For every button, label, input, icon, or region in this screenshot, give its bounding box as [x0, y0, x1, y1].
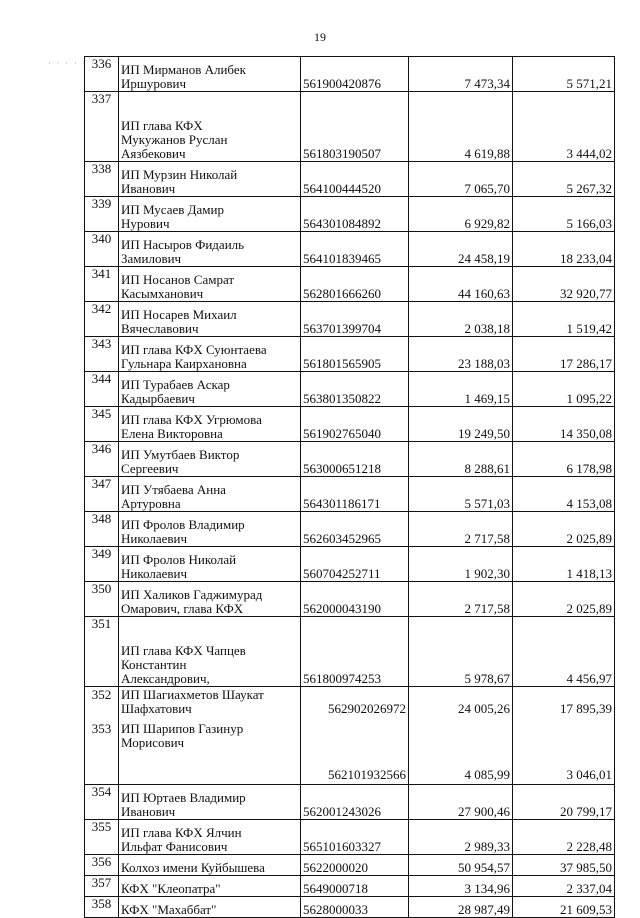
table-row	[85, 162, 615, 197]
inn-cell: 561900420876	[301, 57, 409, 92]
amount-cell: 6 929,82	[409, 197, 513, 232]
inn-cell: 562801666260	[301, 267, 409, 302]
no-b: 353	[91, 721, 112, 736]
recipient-name-text: ИП Утябаева Анна Артуровна	[121, 482, 226, 511]
inn-cell: 561803190507	[301, 92, 409, 162]
recipient-name-a: ИП Шагиахметов Шаукат Шафхатович	[121, 687, 264, 716]
table-row	[85, 547, 615, 582]
recipient-name-text: КФХ "Клеопатра"	[121, 881, 221, 896]
no-a: 352	[91, 687, 112, 702]
amount-cell: 5 267,32	[513, 162, 615, 197]
merged-no-cell	[85, 687, 119, 785]
recipient-name-text: ИП Насыров Фидаиль Замилович	[121, 237, 245, 266]
table-row	[85, 442, 615, 477]
recipient-name-text: ИП глава КФХ Суюнтаева Гульнара Каирхановна	[121, 342, 267, 371]
recipient-name	[119, 855, 301, 876]
merged-v2-cell	[513, 687, 615, 785]
row-number: 341	[85, 267, 119, 302]
row-number: 342	[85, 302, 119, 337]
amount-cell: 1 418,13	[513, 547, 615, 582]
amount-cell: 21 609,53	[513, 897, 615, 918]
recipient-name	[119, 617, 301, 687]
recipient-name	[119, 477, 301, 512]
merged-cell-wrap	[121, 687, 298, 784]
recipient-name	[119, 820, 301, 855]
amount-cell: 28 987,49	[409, 897, 513, 918]
inn-cell: 5649000718	[301, 876, 409, 897]
amount-cell: 1 095,22	[513, 372, 615, 407]
table-row	[85, 92, 615, 162]
inn-cell: 561902765040	[301, 407, 409, 442]
amount-cell: 4 153,08	[513, 477, 615, 512]
inn-a: 562902026972	[328, 701, 406, 716]
amount-cell: 2 337,04	[513, 876, 615, 897]
recipient-name-text: ИП Мирманов Алибек Иршурович	[121, 62, 246, 91]
row-number: 348	[85, 512, 119, 547]
recipient-name-text: Колхоз имени Куйбышева	[121, 860, 265, 875]
recipient-name-text: КФХ "Махаббат"	[121, 902, 217, 917]
amount-cell: 24 458,19	[409, 232, 513, 267]
amount-cell: 6 178,98	[513, 442, 615, 477]
table-row	[85, 512, 615, 547]
recipient-name-text: ИП Носарев Михаил Вячеславович	[121, 307, 237, 336]
table-row	[85, 876, 615, 897]
recipient-name	[119, 337, 301, 372]
register-table	[84, 56, 615, 918]
row-number: 340	[85, 232, 119, 267]
recipient-name-b: ИП Шарипов Газинур Морисович	[121, 721, 244, 750]
recipient-name	[119, 92, 301, 162]
row-number: 339	[85, 197, 119, 232]
amount-cell: 3 444,02	[513, 92, 615, 162]
row-number: 356	[85, 855, 119, 876]
recipient-name-text: ИП Халиков Гаджимурад Омарович, глава КФХ	[121, 587, 263, 616]
amount-cell: 17 286,17	[513, 337, 615, 372]
inn-b: 562101932566	[328, 767, 406, 782]
recipient-name	[119, 547, 301, 582]
recipient-name	[119, 512, 301, 547]
amount-cell: 2 717,58	[409, 582, 513, 617]
recipient-name-text: ИП глава КФХ Ялчин Ильфат Фанисович	[121, 825, 242, 854]
inn-cell: 563701399704	[301, 302, 409, 337]
table-body	[85, 57, 615, 918]
table-row	[85, 372, 615, 407]
recipient-name-text: ИП Фролов Владимир Николаевич	[121, 517, 245, 546]
inn-cell: 563000651218	[301, 442, 409, 477]
merged-cell-wrap	[303, 687, 406, 784]
table-row	[85, 267, 615, 302]
recipient-name-text: ИП Фролов Николай Николаевич	[121, 552, 237, 581]
row-number: 345	[85, 407, 119, 442]
inn-cell: 5628000033	[301, 897, 409, 918]
row-number: 350	[85, 582, 119, 617]
merged-v1-cell	[409, 687, 513, 785]
inn-cell: 562001243026	[301, 785, 409, 820]
amount-cell: 5 166,03	[513, 197, 615, 232]
page-number: 19	[314, 30, 326, 44]
amount-cell: 44 160,63	[409, 267, 513, 302]
v2-a: 17 895,39	[560, 701, 612, 716]
table-row	[85, 617, 615, 687]
recipient-name	[119, 785, 301, 820]
recipient-name-text: ИП Турабаев Аскар Кадырбаевич	[121, 377, 230, 406]
amount-cell: 5 571,21	[513, 57, 615, 92]
amount-cell: 23 188,03	[409, 337, 513, 372]
row-number: 349	[85, 547, 119, 582]
recipient-name	[119, 897, 301, 918]
amount-cell: 4 456,97	[513, 617, 615, 687]
amount-cell: 2 228,48	[513, 820, 615, 855]
recipient-name	[119, 372, 301, 407]
recipient-name	[119, 582, 301, 617]
amount-cell: 2 717,58	[409, 512, 513, 547]
row-number: 344	[85, 372, 119, 407]
row-number: 347	[85, 477, 119, 512]
inn-cell: 564100444520	[301, 162, 409, 197]
row-number: 355	[85, 820, 119, 855]
amount-cell: 1 902,30	[409, 547, 513, 582]
merged-cell-wrap	[515, 687, 612, 784]
recipient-name	[119, 302, 301, 337]
merged-inn-cell	[301, 687, 409, 785]
amount-cell: 2 025,89	[513, 512, 615, 547]
amount-cell: 2 989,33	[409, 820, 513, 855]
amount-cell: 20 799,17	[513, 785, 615, 820]
v1-b: 4 085,99	[464, 767, 510, 782]
inn-cell: 560704252711	[301, 547, 409, 582]
recipient-name-text: ИП Мурзин Николай Иванович	[121, 167, 238, 196]
merged-cell-wrap	[87, 687, 116, 784]
row-number: 337	[85, 92, 119, 162]
table-row	[85, 57, 615, 92]
amount-cell: 4 619,88	[409, 92, 513, 162]
table-row	[85, 337, 615, 372]
recipient-name-text: ИП глава КФХ Чапцев Константин Александрович,	[121, 643, 246, 686]
amount-cell: 7 065,70	[409, 162, 513, 197]
recipient-name-text: ИП Умутбаев Виктор Сергеевич	[121, 447, 240, 476]
table-row	[85, 197, 615, 232]
scan-artifact-dots: · · · · · ·	[48, 59, 96, 68]
table-row	[85, 582, 615, 617]
amount-cell: 3 134,96	[409, 876, 513, 897]
recipient-name-text: ИП глава КФХ Мукужанов Руслан Аязбекович	[121, 118, 228, 161]
table-row	[85, 855, 615, 876]
amount-cell: 18 233,04	[513, 232, 615, 267]
row-number: 343	[85, 337, 119, 372]
table-row	[85, 477, 615, 512]
inn-cell: 565101603327	[301, 820, 409, 855]
merged-name-cell	[119, 687, 301, 785]
inn-cell: 561801565905	[301, 337, 409, 372]
recipient-name	[119, 267, 301, 302]
recipient-name	[119, 232, 301, 267]
recipient-name-text: ИП глава КФХ Угрюмова Елена Викторовна	[121, 412, 262, 441]
inn-cell: 561800974253	[301, 617, 409, 687]
amount-cell: 2 025,89	[513, 582, 615, 617]
v1-a: 24 005,26	[458, 701, 510, 716]
amount-cell: 8 288,61	[409, 442, 513, 477]
table-row	[85, 897, 615, 918]
inn-cell: 562000043190	[301, 582, 409, 617]
row-number: 346	[85, 442, 119, 477]
inn-cell: 564301186171	[301, 477, 409, 512]
recipient-name	[119, 407, 301, 442]
row-number: 336	[85, 57, 119, 92]
amount-cell: 14 350,08	[513, 407, 615, 442]
row-number: 358	[85, 897, 119, 918]
inn-cell: 562603452965	[301, 512, 409, 547]
recipient-name	[119, 162, 301, 197]
amount-cell: 7 473,34	[409, 57, 513, 92]
amount-cell: 1 519,42	[513, 302, 615, 337]
amount-cell: 32 920,77	[513, 267, 615, 302]
amount-cell: 5 571,03	[409, 477, 513, 512]
table-row-merged	[85, 687, 615, 785]
row-number: 354	[85, 785, 119, 820]
recipient-name	[119, 876, 301, 897]
inn-cell: 564301084892	[301, 197, 409, 232]
inn-cell: 5622000020	[301, 855, 409, 876]
inn-cell: 564101839465	[301, 232, 409, 267]
merged-cell-wrap	[411, 687, 510, 784]
amount-cell: 19 249,50	[409, 407, 513, 442]
amount-cell: 1 469,15	[409, 372, 513, 407]
recipient-name-text: ИП Носанов Самрат Касымханович	[121, 272, 235, 301]
table-row	[85, 820, 615, 855]
recipient-name	[119, 57, 301, 92]
table-row	[85, 407, 615, 442]
row-number: 351	[85, 617, 119, 687]
table-row	[85, 302, 615, 337]
table-row	[85, 785, 615, 820]
amount-cell: 5 978,67	[409, 617, 513, 687]
amount-cell: 50 954,57	[409, 855, 513, 876]
amount-cell: 27 900,46	[409, 785, 513, 820]
table-row	[85, 232, 615, 267]
recipient-name-text: ИП Юртаев Владимир Иванович	[121, 790, 246, 819]
amount-cell: 37 985,50	[513, 855, 615, 876]
amount-cell: 2 038,18	[409, 302, 513, 337]
inn-cell: 563801350822	[301, 372, 409, 407]
recipient-name-text: ИП Мусаев Дамир Нурович	[121, 202, 224, 231]
recipient-name	[119, 442, 301, 477]
row-number: 338	[85, 162, 119, 197]
row-number: 357	[85, 876, 119, 897]
v2-b: 3 046,01	[566, 767, 612, 782]
recipient-name	[119, 197, 301, 232]
